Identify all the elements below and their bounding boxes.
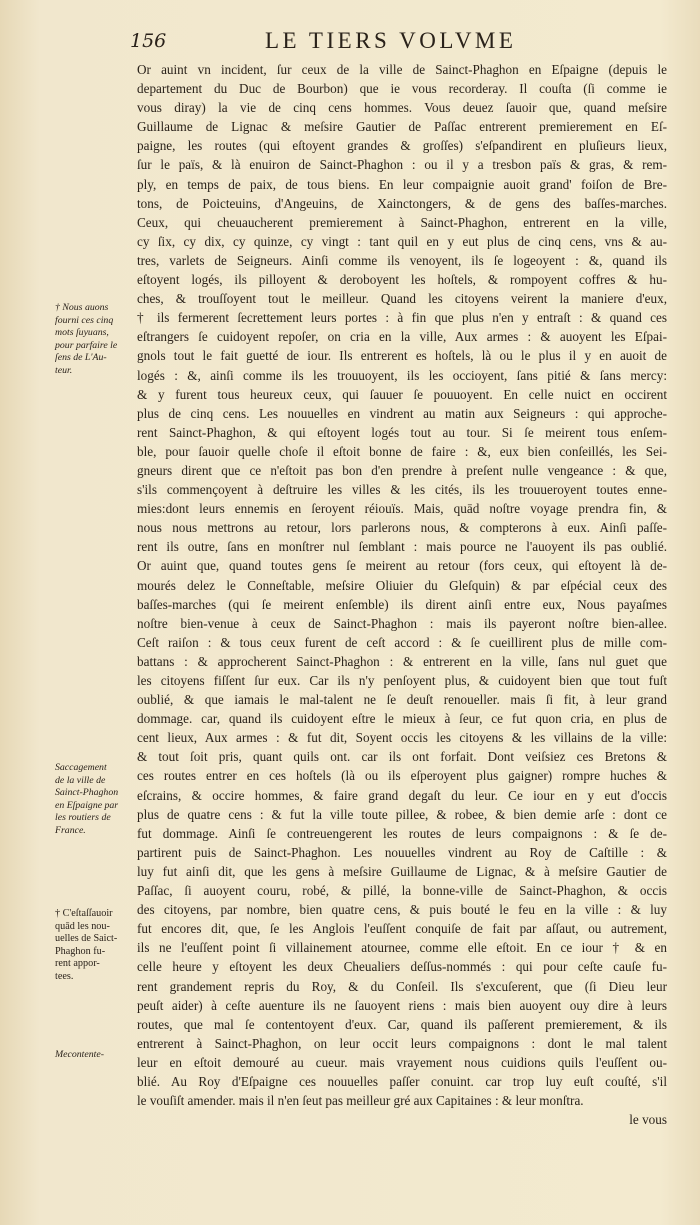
marginal-note-line: les routiers de bbox=[55, 812, 111, 824]
text-line: peuſt aider) à ceſte auenture ils ne ſauoyent riens : mais bien auoyent ouy dire à leurs bbox=[137, 997, 667, 1013]
text-line: ble, pour ſauoir quelle choſe il eſtoit bonne de faire : &, eux bien conſeillés, les Sei- bbox=[137, 443, 667, 459]
text-line: plus de quatre cens : & fut la ville toute pillee, & robee, & bien demie arſe : dont ce bbox=[137, 806, 667, 822]
marginal-note-line: uelles de Saict- bbox=[55, 933, 118, 945]
marginal-note-sack-of-town bbox=[55, 762, 137, 838]
text-line: ils ne l'euſſent point ſi villainement atournee, comme elle eſtoit. En ce iour † & en bbox=[137, 940, 667, 956]
running-title: LE TIERS VOLVME bbox=[265, 28, 517, 53]
text-line: le vouſiſt amender. mais il n'en ſeut pas meilleur gré aux Capitaines : & leur monſtra. bbox=[137, 1093, 584, 1109]
marginal-note-line: rent appor- bbox=[55, 958, 100, 970]
text-line: plus de cinq cens. Les nouuelles en vindrent au matin aux Seigneurs : qui approche- bbox=[137, 405, 667, 421]
text-line: mies:dont leurs ennemis en ſeroyent réiouïs. Mais, quād noſtre voyage prendra fin, & bbox=[137, 501, 667, 517]
marginal-note-line: de la ville de bbox=[55, 774, 106, 786]
text-line: Paſſac, ſi auoyent couru, robé, & pillé, la bonne-ville de Sainct-Phaghon, & occis bbox=[137, 883, 667, 899]
text-line: oublié, & que iamais le mal-talent ne ſe deuſt renoueller. mais ſi fit, à leur grand bbox=[137, 692, 667, 708]
marginal-note-line: mots ſuyuans, bbox=[55, 327, 109, 339]
catchword: le vous bbox=[629, 1112, 667, 1128]
marginal-note-line: ſens de L'Au- bbox=[55, 352, 107, 364]
text-line: noſtre bien-venue à ceux de Sainct-Phaghon : mais ils payeront noſtre bien-allee. bbox=[137, 615, 667, 631]
text-line: partirent puis de Sainct-Phaghon. Les nouuelles vindrent au Roy de Caſtille : & bbox=[137, 844, 667, 860]
marginal-note-line: pour parfaire le bbox=[55, 339, 118, 351]
marginal-note-line: en Eſpaigne par bbox=[55, 799, 119, 811]
text-line: Ceſt raiſon : & tous ceux furent de ceſt accord : & ſe cueillirent plus de mille com- bbox=[137, 634, 667, 650]
marginal-note-line: fourni ces cinq bbox=[55, 314, 114, 326]
marginal-note-line: Phaghon fu- bbox=[55, 945, 106, 957]
marginal-note-line: † C'eſtaſſauoir bbox=[55, 908, 113, 919]
text-line: cy ſix, cy dix, cy quinze, cy vingt : tant quil en y eut plus de cinq cens, vns & au- bbox=[137, 233, 667, 249]
text-line: & tout ſoit pris, quant quils ont. car ils ont forfait. Dont veiſsiez ces Bretons & bbox=[137, 749, 667, 765]
marginal-note-line: Saccagement bbox=[55, 762, 107, 773]
marginal-note-line: † Nous auons bbox=[55, 302, 109, 313]
text-line: & y furent tous heureux ceux, qui ſauuer ſe pouuoyent. En celle nuict en occirent bbox=[137, 386, 667, 402]
text-line: cent lieux, Aux armes : & fut dit, Soyent occis les citoyens & les villains de la ville: bbox=[137, 730, 667, 746]
text-line: routes, que mal ſe contentoyent d'eux. Car, quand ils paſſerent premierement, & ils bbox=[137, 1016, 667, 1032]
text-line: dommage. car, quand ils cuidoyent eſtre le mieux à ſeur, ce fut quon cria, en plus de bbox=[137, 711, 667, 727]
text-line: rent Sainct-Phaghon, & qui eſtoyent logés tout au tour. Si ſe meirent tous enſem- bbox=[137, 424, 667, 440]
text-line: eſtrangers ſe cuidoyent repoſer, on cria en la ville, Aux armes : & auoyent les Eſpai- bbox=[137, 329, 667, 345]
marginal-note-line: Mecontente- bbox=[55, 1049, 104, 1060]
marginal-note-line: France. bbox=[55, 824, 86, 836]
text-line: baſſes-marches (qui ſe meirent enſemble) ils dirent ainſi entre eux, Nous payaſmes bbox=[137, 596, 667, 612]
text-line: mourés delez le Conneſtable, meſsire Oliuier du Gleſquin) & par eſpécial ceux des bbox=[137, 577, 667, 593]
text-line: blié. Au Roy d'Eſpaigne ces nouuelles paſſer conuint. car trop luy euſt couſté, s'il bbox=[137, 1073, 667, 1089]
text-line: Or auint vn incident, ſur ceux de la ville de Sainct-Phaghon en Eſpaigne (depuis le bbox=[137, 62, 667, 77]
text-line: fut dommage. Ainſi ſe contreuengerent les routes de leurs compaignons : & ſe de- bbox=[137, 825, 667, 841]
text-line: rent grandement repris du Roy, & du Conſeil. Ils s'excuſerent, que (ſi Dieu leur bbox=[137, 978, 667, 994]
text-line: s'ils commençoyent à deſtruire les villes & les cités, ils les trouueroyent toutes enne- bbox=[137, 482, 667, 498]
marginal-note-added-words bbox=[55, 302, 137, 378]
text-line: paigne, les routes (qui eſtoyent grandes & groſſes) s'eſpandirent en pluſieurs lieux, bbox=[137, 138, 667, 154]
text-line: Guillaume de Lignac & meſsire Gautier de Paſſac entrerent premierement en Eſ- bbox=[137, 119, 667, 135]
marginal-note-line: teur. bbox=[55, 364, 73, 376]
marginal-note-mecontentement bbox=[55, 1049, 137, 1062]
marginal-note-line: quād les nou- bbox=[55, 920, 110, 932]
text-line: gnols tout le fait guetté de iour. Ils entrerent es hoſtels, là ou le plus il y en auoit de bbox=[137, 348, 667, 364]
text-line: gneurs dirent que ce n'eſtoit pas bon d'en prendre à preſent nulle vengeance : & que, bbox=[137, 462, 667, 478]
text-line: ches, & trouſſoyent tout le meilleur. Quand les citoyens veirent la maniere d'eux, bbox=[137, 291, 667, 307]
page-number: 156 bbox=[130, 30, 167, 52]
text-line: nous nous mettrons au retour, lors parlerons nous, & compterons à eux. Ainſi paſſe- bbox=[137, 520, 667, 536]
text-line: ces routes entrer en ces hoſtels (là ou ils eſperoyent plus gaigner) rompre huches & bbox=[137, 768, 667, 784]
marginal-note-news-brought bbox=[55, 908, 137, 984]
text-line: departement du Duc de Bourbon) que ie vous recorderay. Il couſta (ſi comme ie bbox=[137, 81, 667, 97]
text-line: ſur le païs, & là enuiron de Sainct-Phaghon : ou il y a tresbon païs & gras, & rem- bbox=[137, 157, 667, 173]
text-line: Or auint que, quand toutes gens ſe meirent au retour (fors ceux, qui eſtoyent là de- bbox=[137, 558, 667, 574]
text-line: tres, varlets de Seigneurs. Ainſi comme ils venoyent, ils ſe logeoyent : &, quand ils bbox=[137, 252, 667, 268]
marginal-note-line: Sainct-Phaghon bbox=[55, 787, 119, 799]
text-line: vous diray) la vie de cinq cens hommes. Vous deuez ſauoir que, quand meſsire bbox=[137, 100, 667, 116]
text-line: ply, en temps de paix, de tous biens. En leur compaignie auoit grand' foiſon de Bre- bbox=[137, 176, 667, 192]
text-line: les citoyens fiſſent ſur eux. Car ils n'y penſoyent plus, & cuidoyent bien que tout fuſt bbox=[137, 673, 667, 688]
text-line: leur en eſtoit demouré au cueur. mais vrayement nous cuidions quils l'euſſent ou- bbox=[137, 1054, 667, 1070]
text-line: eſtoyent logés, ils pilloyent & deroboyent les hoſtels, & rompoyent coffres & hu- bbox=[137, 272, 667, 288]
text-line: celle heure y eſtoyent les deux Cheualiers deſſus-nommés : qui pour ceſte cauſe fu- bbox=[137, 959, 667, 975]
page-header bbox=[130, 28, 670, 58]
text-line: Ceux, qui cheuaucherent premierement à Sainct-Phaghon, entrerent en la ville, bbox=[137, 214, 667, 230]
text-line: eſcrains, & occire hommes, & faire grand degaſt du leur. Ce iour en y eut d'occis bbox=[137, 787, 667, 803]
text-line: des citoyens, par nombre, bien quatre cens, & puis bouté le feu en la ville : & luy bbox=[137, 902, 667, 918]
text-line: logés : &, ainſi comme ils les trouuoyent, ils les occioyent, ſans pitié & ſans mercy: bbox=[137, 367, 667, 383]
text-line: rent ils outre, ſans en monſtrer nul ſemblant : mais pource ne l'auoyent ils pas oublié. bbox=[137, 539, 667, 555]
text-line: entrerent à Sainct-Phaghon, on leur occit leurs compaignons : dont le mal talent bbox=[137, 1035, 667, 1051]
text-line: luy fut ainſi dit, que les gens à meſsire Guillaume de Lignac, & à meſsire Gautier de bbox=[137, 863, 667, 879]
text-line: † ils fermerent ſecrettement leurs portes : à fin que plus n'en y entraſt : & quand ces bbox=[137, 310, 667, 326]
text-line: tons, de Poicteuins, d'Angeuins, de Xainctongers, & de gens des baſſes-marches. bbox=[137, 195, 667, 211]
main-text-block bbox=[137, 60, 667, 1129]
text-line: battans : & approcherent Sainct-Phaghon : & entrerent en la ville, ſans nul guet que bbox=[137, 653, 667, 669]
marginal-note-line: tees. bbox=[55, 970, 74, 982]
text-line: fut encores dit, que, ſe les Anglois l'euſſent conquiſe de fait par aſſaut, ou autrement, bbox=[137, 921, 667, 937]
